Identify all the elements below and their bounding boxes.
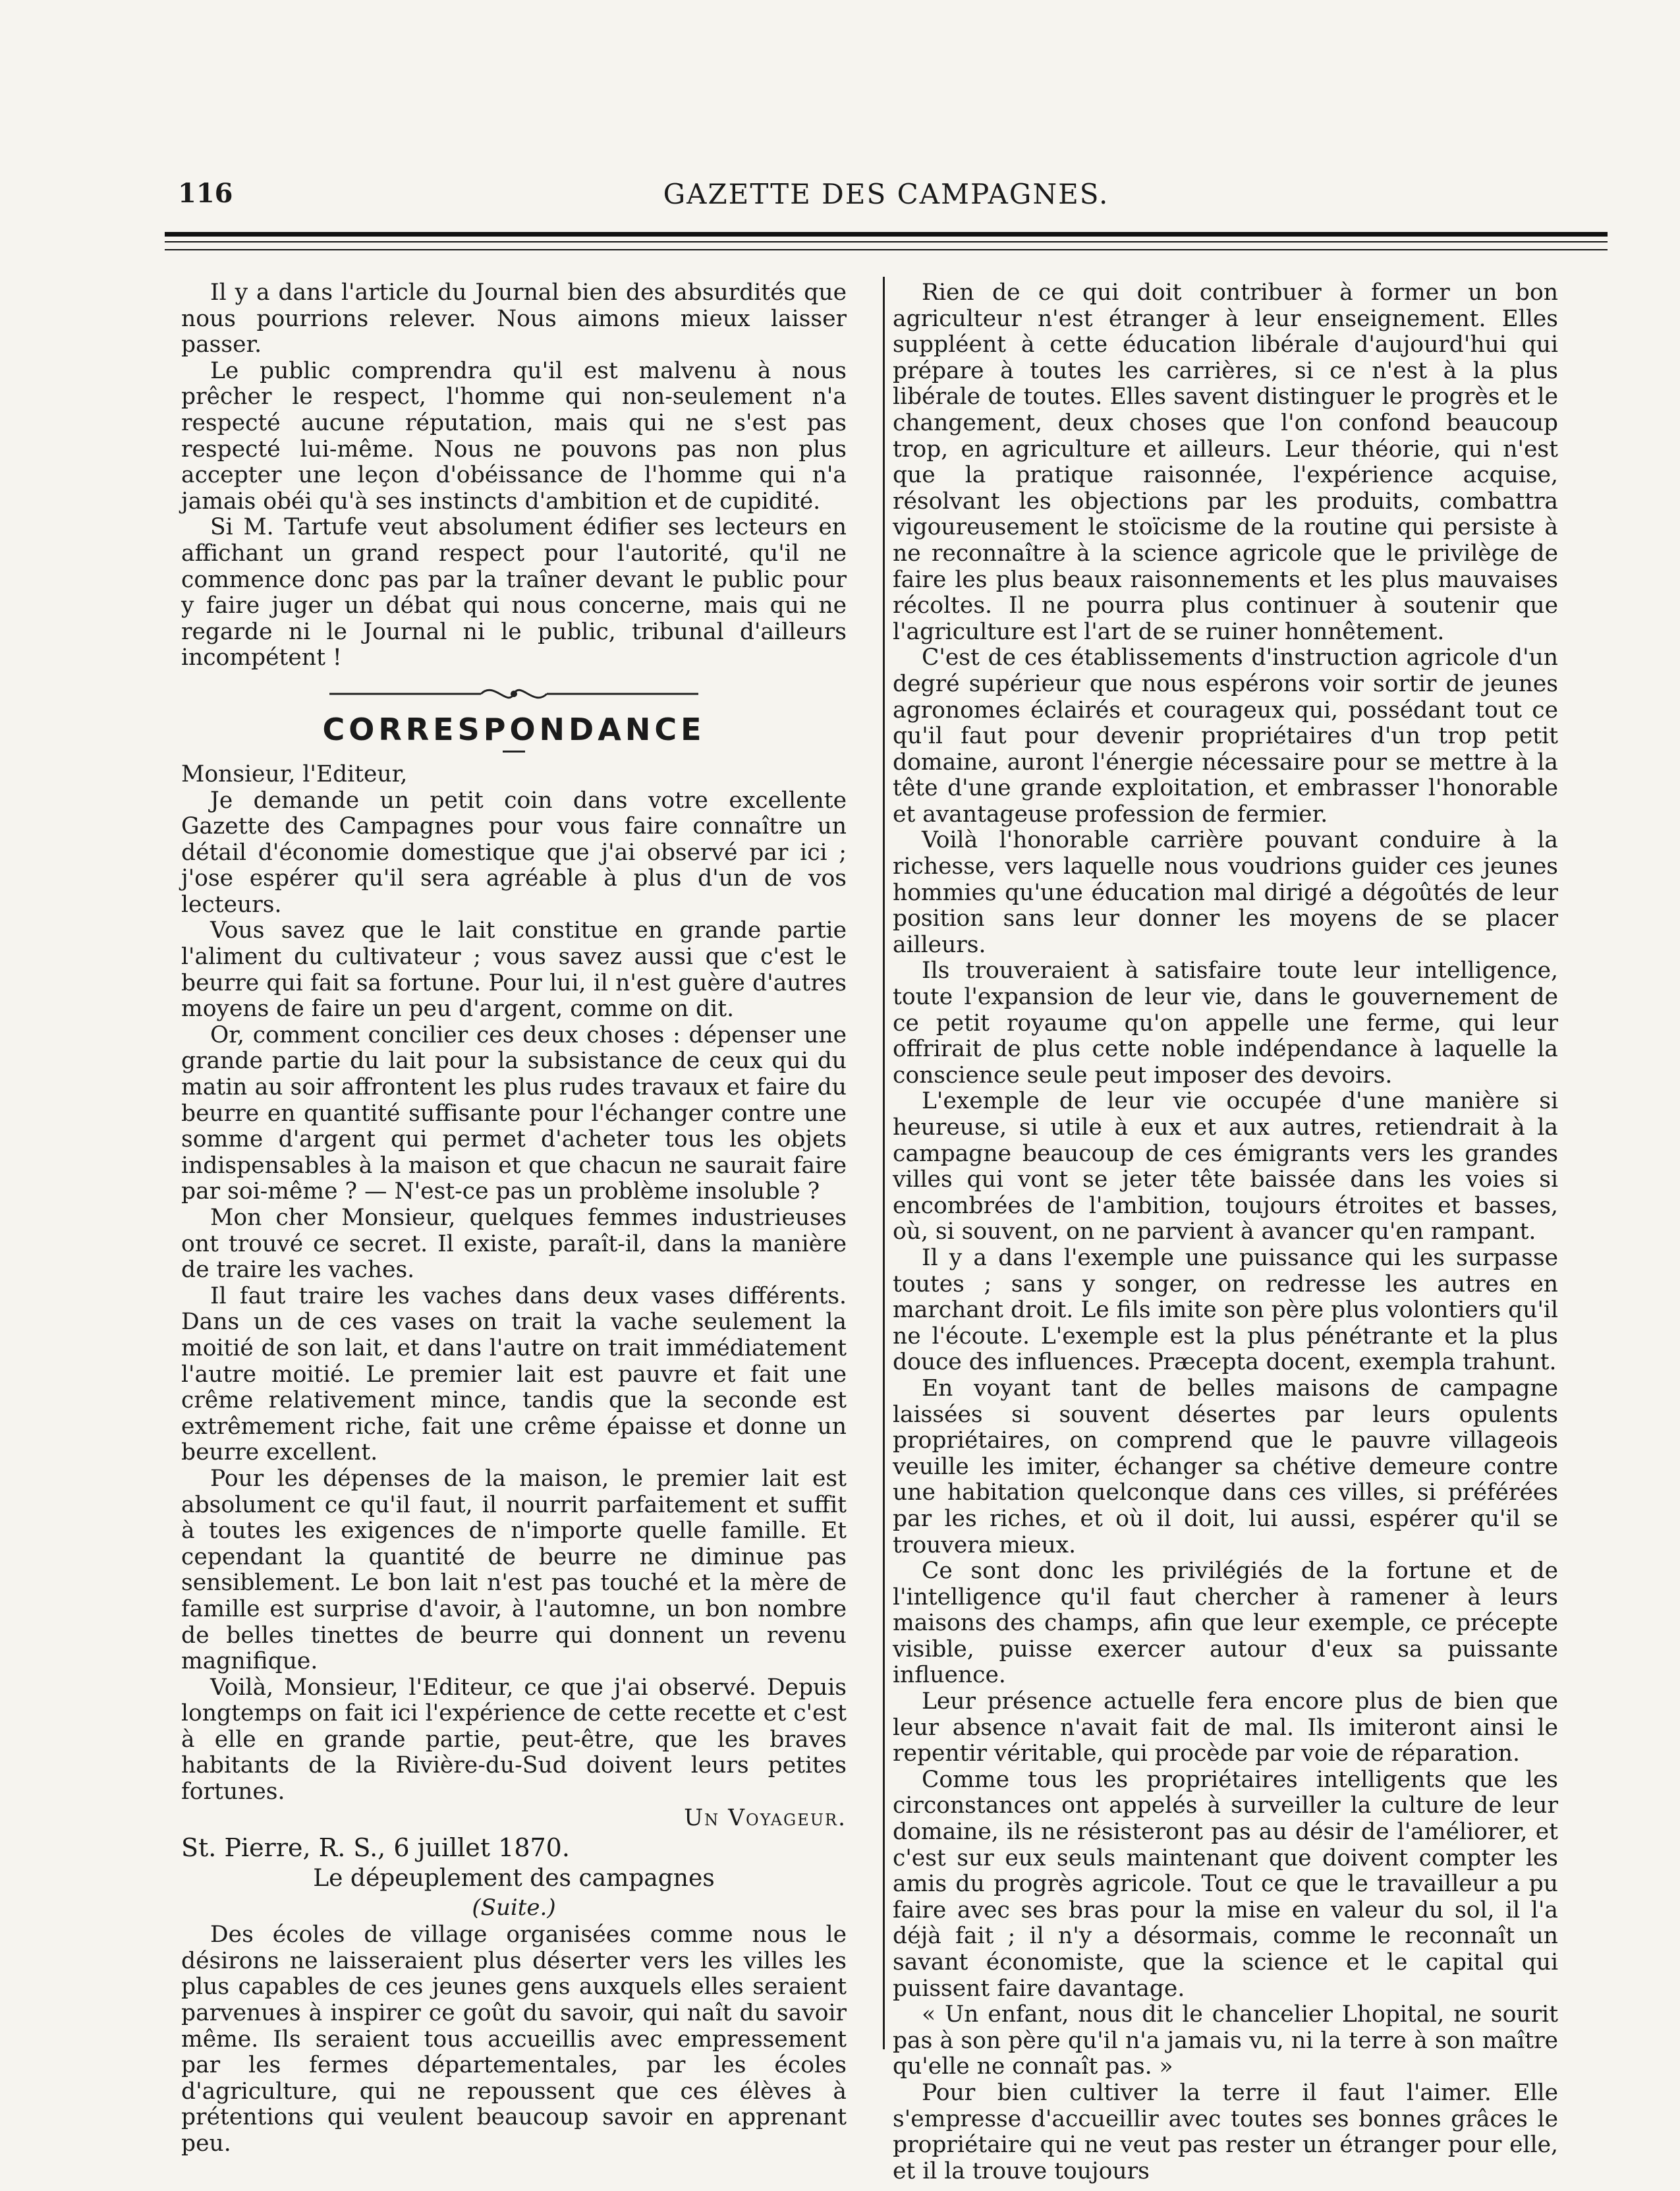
article-subtitle: (Suite.) bbox=[472, 1894, 556, 1921]
left-column bbox=[181, 280, 847, 2157]
paragraph: Comme tous les propriétaires intelligents que les circonstances ont appelés à surveiller la culture de leur domaine, ils ne résisteront pas au désir de l'améliorer, et c'est sur eux seuls maintenant que doivent compter les amis du progrès agricole. Tout ce que le travailleur a pu faire avec ses bras pour la mise en valeur du sol, il l'a déjà fait ; il n'y a désormais, comme le reconnaît un savant économiste, que la science et le capital qui puissent faire davantage. bbox=[893, 1766, 1558, 2002]
paragraph: Il y a dans l'exemple une puissance qui les surpasse toutes ; sans y songer, on redresse les autres en marchant droit. Le fils imite son père plus volontiers qu'il ne l'écoute. L'exemple est la plus pénétrante et la plus douce des influences. Præcepta docent, exempla trahunt. bbox=[893, 1244, 1558, 1376]
paragraph: Si M. Tartufe veut absolument édifier ses lecteurs en affichant un grand respect pour l'autorité, qu'il ne commence donc pas par la traîner devant le public pour y faire juger un débat qui nous concerne, mais qui ne regarde ni le Journal ni le public, tribunal d'ailleurs incompétent ! bbox=[181, 514, 847, 671]
column-divider bbox=[883, 277, 885, 2049]
paragraph: « Un enfant, nous dit le chancelier Lhopital, ne sourit pas à son père qu'il n'a jamais vu, ni la terre à son maître qu'elle ne connaît pas. » bbox=[893, 2001, 1558, 2080]
ornament-divider bbox=[316, 681, 712, 707]
paragraph: Ce sont donc les privilégiés de la fortune et de l'intelligence qu'il faut chercher à ramener à leurs maisons des champs, afin que leur exemple, ce précepte visible, puisse exercer autour d'eux sa puissante influence. bbox=[893, 1558, 1558, 1689]
article-title: Le dépeuplement des campagnes bbox=[313, 1865, 715, 1892]
letter-paragraph: Je demande un petit coin dans votre excellente Gazette des Campagnes pour vous faire connaître un détail d'économie domestique que j'ai observé par ici ; j'ose espérer qu'il sera agréable à plus d'un de vos lecteurs. bbox=[181, 787, 847, 918]
letter-paragraph: Vous savez que le lait constitue en grande partie l'aliment du cultivateur ; vous savez aussi que c'est le beurre qui fait sa fortune. Pour lui, il n'est guère d'autres moyens de faire un peu d'argent, comme on dit. bbox=[181, 917, 847, 1023]
right-column bbox=[893, 280, 1558, 2184]
correspondance-heading: CORRESPONDANCE bbox=[322, 711, 706, 747]
letter-paragraph: Voilà, Monsieur, l'Editeur, ce que j'ai observé. Depuis longtemps on fait ici l'expérience de cette recette et c'est à elle en grande partie, peut-être, que les braves habitants de la Rivière-du-Sud doivent leurs petites fortunes. bbox=[181, 1674, 847, 1806]
paragraph: Rien de ce qui doit contribuer à former un bon agriculteur n'est étranger à leur enseignement. Elles suppléent à cette éducation libérale d'aujourd'hui qui prépare à toutes les carrières, si ce n'est à la plus libérale de toutes. Elles savent distinguer le progrès et le changement, deux choses que l'on confond beaucoup trop, en agriculture et ailleurs. Leur théorie, qui n'est que la pratique raisonnée, l'expérience acquise, résolvant les objections par les produits, combattra vigoureusement le stoïcisme de la routine qui persiste à ne reconnaître à la science agricole que le privilège de faire les plus beaux raisonnements et les plus mauvaises récoltes. Il ne pourra plus continuer à soutenir que l'agriculture est l'art de se ruiner honnêtement. bbox=[893, 279, 1558, 645]
paragraph: Ils trouveraient à satisfaire toute leur intelligence, toute l'expansion de leur vie, dans le gouvernement de ce petit royaume qu'on appelle une ferme, qui leur offrirait de plus cette noble indépendance à laquelle la conscience seule peut imposer des devoirs. bbox=[893, 957, 1558, 1089]
paragraph: Il y a dans l'article du Journal bien des absurdités que nous pourrions relever. Nous aimons mieux laisser passer. bbox=[181, 279, 847, 358]
header-rule-thin-2 bbox=[165, 249, 1608, 250]
paragraph: Voilà l'honorable carrière pouvant conduire à la richesse, vers laquelle nous voudrions guider ces jeunes hommies qu'une éducation mal dirigé a dégoûtés de leur position sans leur donner les moyens de se placer ailleurs. bbox=[893, 827, 1558, 958]
letter-paragraph: Il faut traire les vaches dans deux vases différents. Dans un de ces vases on trait la vache seulement la moitié de son lait, et dans l'autre on trait immédiatement l'autre moitié. Le premier lait est pauvre et fait une crême relativement mince, tandis que la seconde est extrêmement riche, fait une crême épaisse et donne un beurre excellent. bbox=[181, 1282, 847, 1466]
page-header bbox=[178, 178, 1594, 217]
salutation: Monsieur, l'Editeur, bbox=[181, 760, 408, 787]
letter-paragraph: Pour les dépenses de la maison, le premier lait est absolument ce qu'il faut, il nourrit parfaitement et suffit à toutes les exigences de n'importe quelle famille. Et cependant la quantité de beurre ne diminue pas sensiblement. Le bon lait n'est pas touché et la mère de famille est surprise d'avoir, à l'automne, un bon nombre de belles tinettes de beurre qui donnent un revenu magnifique. bbox=[181, 1465, 847, 1675]
paragraph: Le public comprendra qu'il est malvenu à nous prêcher le respect, l'homme qui non-seulement n'a respecté aucune réputation, mais qui ne s'est pas respecté lui-même. Nous ne pouvons pas non plus accepter une leçon d'obéissance de l'homme qui n'a jamais obéi qu'à ses instincts d'ambition et de cupidité. bbox=[181, 357, 847, 515]
paragraph: En voyant tant de belles maisons de campagne laissées si souvent désertes par leurs opulents propriétaires, on comprend que le pauvre villageois veuille les imiter, échanger sa chétive demeure contre une habitation quelconque dans ces villes, si préférées par les riches, et où il doit, lui aussi, espérer qu'il se trouvera mieux. bbox=[893, 1375, 1558, 1558]
article-paragraph: Des écoles de village organisées comme nous le désirons ne laisseraient plus déserter vers les villes les plus capables de ces jeunes gens auxquels elles seraient parvenues à inspirer ce goût du savoir, qui naît du savoir même. Ils seraient tous accueillis avec empressement par les fermes départementales, par les écoles d'agriculture, qui ne repoussent que ces élèves à prétentions qui veulent beaucoup savoir en apprenant peu. bbox=[181, 1921, 847, 2157]
header-rule-thin bbox=[165, 241, 1608, 242]
paragraph: Leur présence actuelle fera encore plus de bien que leur absence n'avait fait de mal. Ils imiteront ainsi le repentir véritable, qui procède par voie de réparation. bbox=[893, 1688, 1558, 1767]
paragraph: L'exemple de leur vie occupée d'une manière si heureuse, si utile à eux et aux autres, retiendrait à la campagne beaucoup de ces émigrants vers les grandes villes qui vont se jeter tête baissée dans les voies si encombrées de l'ambition, toujours étroites et basses, où, si souvent, on ne parvient à avancer qu'en rampant. bbox=[893, 1088, 1558, 1245]
page-number: 116 bbox=[178, 178, 233, 209]
letter-paragraph: Or, comment concilier ces deux choses : dépenser une grande partie du lait pour la subsistance de ceux qui du matin au soir affrontent les plus rudes travaux et faire du beurre en quantité suffisante pour l'échanger contre une somme d'argent qui permet d'acheter tous les objets indispensables à la maison et que chacun ne saurait faire par soi-même ? — N'est-ce pas un problème insoluble ? bbox=[181, 1021, 847, 1205]
letter-paragraph: Mon cher Monsieur, quelques femmes industrieuses ont trouvé ce secret. Il existe, paraît-il, dans la manière de traire les vaches. bbox=[181, 1205, 847, 1284]
paragraph: C'est de ces établissements d'instruction agricole d'un degré supérieur que nous espérons voir sortir de jeunes agronomes éclairés et courageux qui, possédant tout ce qu'il faut pour devenir propriétaires d'un trop petit domaine, auront l'énergie nécessaire pour se mettre à la tête d'une grande exploitation, et embrasser l'honorable et avantageuse profession de fermier. bbox=[893, 644, 1558, 828]
signature: Un Voyageur. bbox=[684, 1804, 847, 1831]
heading-rule bbox=[503, 751, 525, 753]
running-title: GAZETTE DES CAMPAGNES. bbox=[663, 178, 1109, 210]
header-rule-thick bbox=[165, 232, 1608, 237]
dateline: St. Pierre, R. S., 6 juillet 1870. bbox=[181, 1833, 570, 1863]
paragraph: Pour bien cultiver la terre il faut l'aimer. Elle s'empresse d'accueillir avec toutes ses bonnes grâces le propriétaire qui ne veut pas rester un étranger pour elle, et il la trouve toujours bbox=[893, 2079, 1558, 2184]
